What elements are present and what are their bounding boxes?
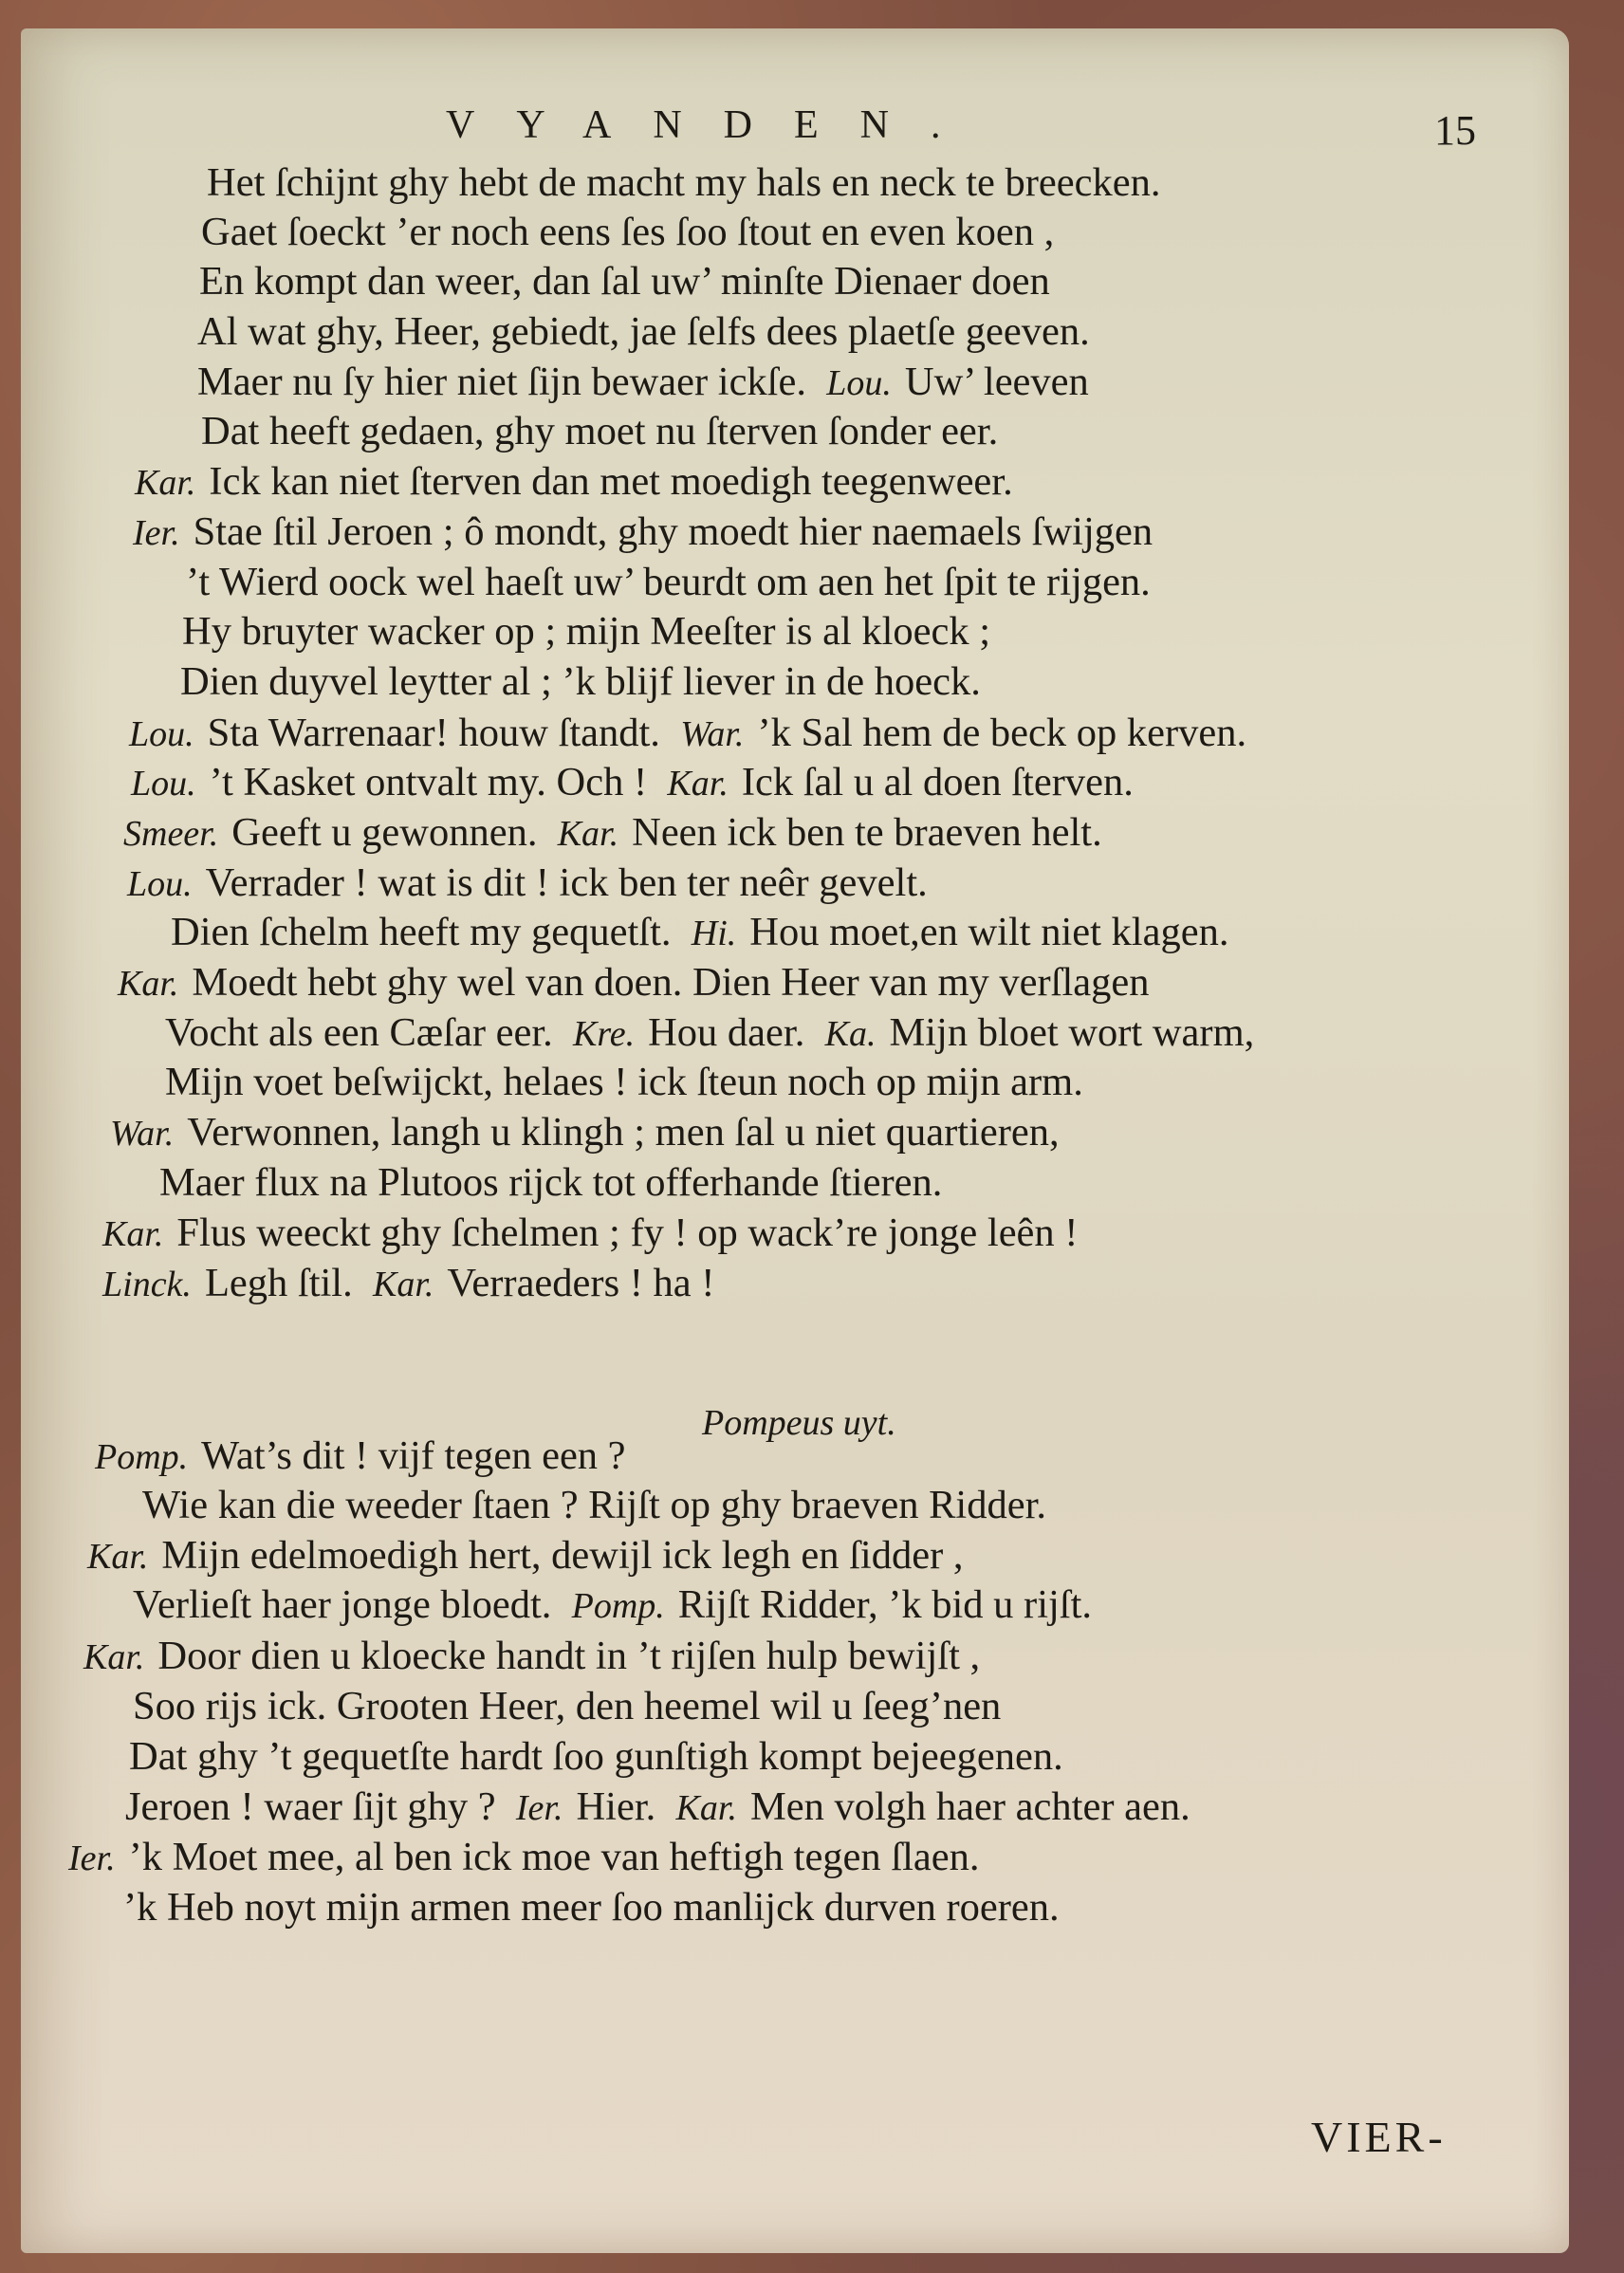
verse-line: [68, 1834, 1000, 1883]
verse-segment: Ick kan niet ſterven dan met moedigh teegenweer.: [209, 459, 1013, 504]
verse-segment: ’t Wierd oock wel haeſt uw’ beurdt om aen het ſpit te rijgen.: [186, 560, 1151, 604]
verse-line: [201, 209, 1075, 258]
speaker-label: Hi.: [691, 914, 737, 953]
speaker-label: Kar.: [102, 1214, 164, 1254]
verse-segment: Uw’ leeven: [904, 360, 1089, 404]
verse-segment: Mijn bloet wort warm,: [889, 1010, 1255, 1055]
verse-segment: Mijn voet beſwijckt, helaes ! ick ſteun noch op mijn arm.: [165, 1060, 1083, 1104]
verse-line: [197, 308, 1110, 358]
verse-segment: Flus weeckt ghy ſchelmen ; fy ! op wack’re jonge leên !: [176, 1210, 1079, 1255]
speaker-label: War.: [110, 1114, 175, 1154]
verse-segment: Verrader ! wat is dit ! ick ben ter neêr gevelt.: [205, 860, 928, 905]
verse-segment: Maer flux na Plutoos rijck tot offerhande ſtieren.: [159, 1160, 943, 1205]
verse-segment: ’t Kasket ontvalt my. Och !: [209, 760, 648, 804]
verse-line: [186, 559, 1171, 608]
speaker-label: Kar.: [83, 1637, 145, 1677]
verse-segment: Dat ghy ’t gequetſte hardt ſoo gunſtigh kompt bejeegenen.: [129, 1734, 1063, 1779]
verse-segment: Mijn edelmoedigh hert, dewijl ick legh en ſidder ,: [161, 1533, 964, 1578]
verse-segment: Het ſchijnt ghy hebt de macht my hals en neck te breecken.: [207, 160, 1161, 205]
verse-line: [133, 508, 1172, 558]
verse-segment: ’k Sal hem de beck op kerven.: [757, 711, 1247, 755]
verse-segment: Dien ſchelm heeft my gequetſt.: [171, 910, 672, 954]
verse-line: [129, 710, 1266, 759]
speaker-label: Kar.: [557, 814, 619, 854]
verse-segment: Dien duyvel leytter al ; ’k blijf liever in de hoeck.: [180, 659, 981, 704]
verse-segment: Verraeders ! ha !: [447, 1261, 715, 1305]
verse-segment: Hy bruyter wacker op ; mijn Meeſter is al kloeck ;: [182, 609, 991, 654]
speaker-label: Kar.: [373, 1265, 434, 1304]
verse-segment: Soo rijs ick. Grooten Heer, den heemel wil u ſeeg’nen: [133, 1684, 1002, 1728]
speaker-label: War.: [680, 714, 745, 754]
verse-segment: Stae ſtil Jeroen ; ô mondt, ghy moedt hier naemaels ſwijgen: [193, 509, 1153, 554]
speaker-label: Pomp.: [95, 1437, 189, 1477]
verse-segment: Hou moet,en wilt niet klagen.: [749, 910, 1229, 954]
speaker-label: Lou.: [826, 363, 892, 403]
verse-segment: ’k Heb noyt mijn armen meer ſoo manlijck durven roeren.: [123, 1885, 1060, 1930]
speaker-label: Lou.: [129, 714, 194, 754]
verse-segment: Vocht als een Cæſar eer.: [165, 1010, 553, 1055]
verse-line: [207, 159, 1181, 209]
verse-line: [83, 1633, 1000, 1682]
verse-segment: Rijſt Ridder, ’k bid u rijſt.: [677, 1582, 1093, 1627]
verse-line: [180, 658, 1001, 708]
speaker-label: Ka.: [824, 1014, 877, 1054]
verse-line: [125, 1783, 1190, 1833]
running-head: VYANDEN.: [446, 103, 983, 147]
verse-segment: Hou daer.: [648, 1010, 805, 1055]
verse-line: [95, 1432, 646, 1482]
verse-segment: Hier.: [576, 1784, 656, 1829]
verse-segment: Maer nu ſy hier niet ſijn bewaer ickſe.: [197, 360, 806, 404]
verse-line: [171, 909, 1249, 958]
verse-line: [87, 1532, 984, 1581]
verse-line: [123, 1884, 1080, 1933]
speaker-label: Kar.: [667, 764, 729, 804]
verse-line: [165, 1009, 1254, 1059]
speaker-label: Linck.: [102, 1265, 192, 1304]
verse-segment: Verwonnen, langh u klingh ; men ſal u niet quartieren,: [187, 1110, 1060, 1155]
verse-segment: Al wat ghy, Heer, gebiedt, jae ſelfs dees plaetſe geeven.: [197, 309, 1090, 354]
verse-segment: Legh ſtil.: [204, 1261, 353, 1305]
speaker-label: Smeer.: [123, 814, 219, 854]
speaker-label: Kre.: [573, 1014, 636, 1054]
verse-line: [110, 1109, 1080, 1158]
verse-line: [118, 959, 1170, 1008]
verse-segment: Ick ſal u al doen ſterven.: [741, 760, 1134, 804]
speaker-label: Lou.: [127, 864, 193, 904]
speaker-label: Ier.: [133, 513, 180, 553]
verse-line: [159, 1159, 963, 1209]
speaker-label: Lou.: [131, 764, 196, 804]
speaker-label: Kar.: [135, 463, 196, 503]
verse-segment: Neen ick ben te braeven helt.: [632, 810, 1102, 855]
verse-line: [102, 1210, 1098, 1259]
verse-line: [142, 1482, 1066, 1531]
verse-segment: Sta Warrenaar! houw ſtandt.: [207, 711, 660, 755]
stage-direction: Pompeus uyt.: [702, 1403, 896, 1443]
verse-segment: Door dien u kloecke handt in ’t rijſen hulp bewijſt ,: [157, 1634, 981, 1678]
speaker-label: Kar.: [675, 1788, 737, 1828]
speaker-label: Pomp.: [571, 1586, 665, 1626]
verse-segment: Gaet ſoeckt ’er noch eens ſes ſoo ſtout en even koen ,: [201, 210, 1055, 254]
speaker-label: Kar.: [118, 964, 179, 1004]
verse-line: [127, 859, 948, 909]
verse-line: [133, 1683, 1022, 1732]
verse-segment: Wat’s dit ! vijf tegen een ?: [201, 1433, 626, 1478]
verse-line: [165, 1059, 1103, 1108]
verse-line: [201, 408, 1018, 457]
verse-segment: Verlieſt haer jonge bloedt.: [133, 1582, 552, 1627]
verse-segment: Men volgh haer achter aen.: [749, 1784, 1190, 1829]
page-number: 15: [1434, 107, 1476, 154]
verse-line: [102, 1260, 735, 1309]
verse-line: [135, 458, 1033, 508]
verse-segment: Geeft u gewonnen.: [231, 810, 538, 855]
speaker-label: Ier.: [515, 1788, 563, 1828]
verse-line: [133, 1581, 1112, 1631]
verse-line: [197, 359, 1109, 408]
verse-segment: En kompt dan weer, dan ſal uw’ minſte Dienaer doen: [199, 259, 1050, 304]
catchword: VIER-: [1311, 2113, 1447, 2161]
speaker-label: Kar.: [87, 1537, 149, 1577]
verse-segment: ’k Moet mee, al ben ick moe van heftigh tegen ſlaen.: [128, 1835, 980, 1879]
verse-line: [131, 759, 1153, 808]
verse-line: [123, 809, 1122, 859]
speaker-label: Ier.: [68, 1839, 116, 1878]
verse-segment: Moedt hebt ghy wel van doen. Dien Heer van my verſlagen: [192, 960, 1150, 1005]
verse-line: [129, 1733, 1083, 1783]
verse-segment: Jeroen ! waer ſijt ghy ?: [125, 1784, 496, 1829]
verse-segment: Wie kan die weeder ſtaen ? Rijſt op ghy braeven Ridder.: [142, 1483, 1047, 1527]
verse-line: [182, 608, 1010, 657]
verse-segment: Dat heeft gedaen, ghy moet nu ſterven ſonder eer.: [201, 409, 999, 453]
verse-line: [199, 258, 1070, 307]
